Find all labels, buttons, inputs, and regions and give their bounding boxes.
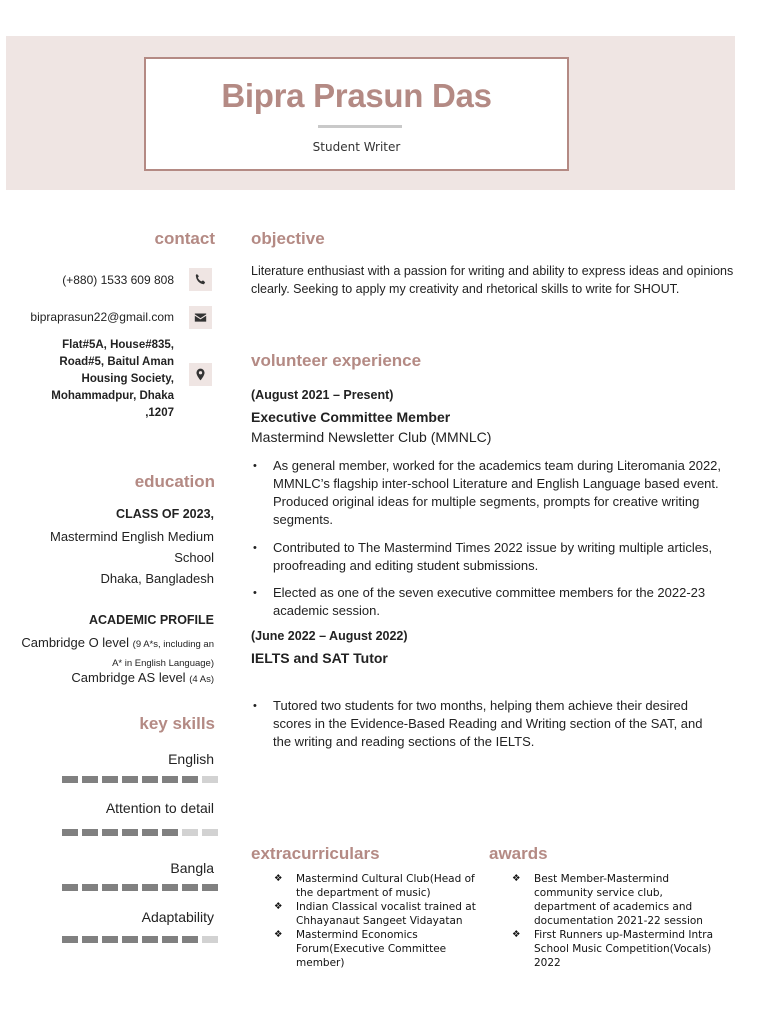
awards-list [512, 872, 726, 970]
extracurriculars-heading: extracurriculars [251, 844, 380, 863]
skill-name: Adaptability [141, 909, 214, 925]
skill-segment-filled [82, 829, 98, 836]
school-name: Mastermind English Medium School [49, 529, 214, 565]
skill-name: Attention to detail [105, 800, 214, 816]
award-item: ❖ Best Member-Mastermind community service club, department of academics and documentation 2021-22 session [512, 872, 726, 928]
as-level-note: (4 As) [189, 674, 214, 685]
skill-segment-empty [202, 936, 218, 943]
contact-email: bipraprasun22@gmail.com [30, 310, 174, 324]
phone-icon [189, 268, 212, 291]
skill-segment-filled [162, 884, 178, 891]
skill-segment-filled [142, 936, 158, 943]
extracurricular-item: ❖ Mastermind Cultural Club(Head of the department of music) [274, 872, 480, 900]
contact-address: Flat#5A, House#835, Road#5, Baitul Aman Housing Society, Mohammadpur, Dhaka ,1207 [51, 339, 174, 419]
skill-segment-filled [182, 884, 198, 891]
class-of: CLASS OF 2023, [116, 507, 214, 521]
skill-segment-filled [182, 776, 198, 783]
skill-level-bar [62, 776, 218, 783]
skill-segment-filled [62, 884, 78, 891]
as-level [71, 670, 214, 685]
skill-level-bar [62, 884, 218, 891]
objective-text: Literature enthusiast with a passion for writing and ability to express ideas and opinions clearly. Seeking to apply my creativity and rhetorical skills to write for SHOUT. [251, 264, 734, 296]
skill-segment-filled [122, 936, 138, 943]
skill-segment-filled [102, 884, 118, 891]
job-organization: Mastermind Newsletter Club (MMNLC) [251, 429, 492, 445]
skill-segment-filled [102, 936, 118, 943]
skill-segment-filled [142, 829, 158, 836]
skill-segment-empty [202, 776, 218, 783]
job-bullet: • Tutored two students for two months, helping them achieve their desired scores in the Evidence-Based Reading and Writing section of the SAT, and the writing and reading sections of the IELTS. [251, 697, 721, 751]
job-position: Executive Committee Member [251, 409, 451, 425]
contact-heading: contact [154, 229, 215, 248]
job-dates: (August 2021 – Present) [251, 388, 394, 402]
skill-segment-filled [82, 884, 98, 891]
skill-segment-filled [102, 829, 118, 836]
extracurricular-item: ❖ Indian Classical vocalist trained at Chhayanaut Sangeet Vidayatan [274, 900, 480, 928]
academic-profile-heading: ACADEMIC PROFILE [89, 613, 214, 627]
extracurricular-item: ❖ Mastermind Economics Forum(Executive Committee member) [274, 928, 480, 970]
envelope-icon [189, 306, 212, 329]
skill-segment-filled [162, 776, 178, 783]
skill-segment-empty [182, 829, 198, 836]
job-bullet: • Contributed to The Mastermind Times 2022 issue by writing multiple articles, proofreading and editing student submissions. [251, 539, 721, 575]
o-level-note: (9 A*s, including an A* in English Language) [112, 639, 214, 669]
skill-level-bar [62, 829, 218, 836]
job-bullet: • As general member, worked for the academics team during Literomania 2022, MMNLC’s flagship inter-school Literature and English Language based event. Produced original ideas for multiple segments, prompts for creative writing segments. [251, 457, 721, 529]
extracurriculars-list [274, 872, 480, 970]
volunteer-heading: volunteer experience [251, 351, 422, 370]
o-level-label: Cambridge O level [21, 635, 130, 650]
skill-name: Bangla [170, 860, 214, 876]
skill-segment-filled [122, 884, 138, 891]
skill-segment-filled [122, 776, 138, 783]
skill-segment-filled [162, 829, 178, 836]
skill-segment-filled [62, 936, 78, 943]
job-position: IELTS and SAT Tutor [251, 650, 388, 666]
skill-segment-filled [102, 776, 118, 783]
full-name: Bipra Prasun Das [221, 77, 492, 114]
skills-heading: key skills [139, 714, 215, 733]
skill-name: English [168, 751, 214, 767]
job-bullet: • Elected as one of the seven executive committee members for the 2022-23 academic session. [251, 584, 721, 620]
skill-segment-filled [162, 936, 178, 943]
skill-segment-filled [182, 936, 198, 943]
school-location: Dhaka, Bangladesh [100, 571, 214, 586]
skill-level-bar [62, 936, 218, 943]
skill-segment-filled [62, 829, 78, 836]
skill-segment-filled [202, 884, 218, 891]
skill-segment-filled [142, 884, 158, 891]
job-dates: (June 2022 – August 2022) [251, 629, 408, 643]
skill-segment-empty [202, 829, 218, 836]
awards-heading: awards [489, 844, 548, 863]
map-pin-icon [189, 363, 212, 386]
skill-segment-filled [62, 776, 78, 783]
skill-segment-filled [142, 776, 158, 783]
skill-segment-filled [82, 776, 98, 783]
education-heading: education [134, 472, 215, 491]
o-level [14, 634, 214, 672]
role-title: Student Writer [312, 140, 401, 154]
name-box [144, 57, 569, 171]
name-divider [318, 125, 402, 128]
objective-heading: objective [251, 229, 325, 248]
skill-segment-filled [122, 829, 138, 836]
skill-segment-filled [82, 936, 98, 943]
contact-phone: (+880) 1533 609 808 [62, 273, 174, 287]
award-item: ❖ First Runners up-Mastermind Intra School Music Competition(Vocals) 2022 [512, 928, 726, 970]
as-level-label: Cambridge AS level [71, 670, 186, 685]
